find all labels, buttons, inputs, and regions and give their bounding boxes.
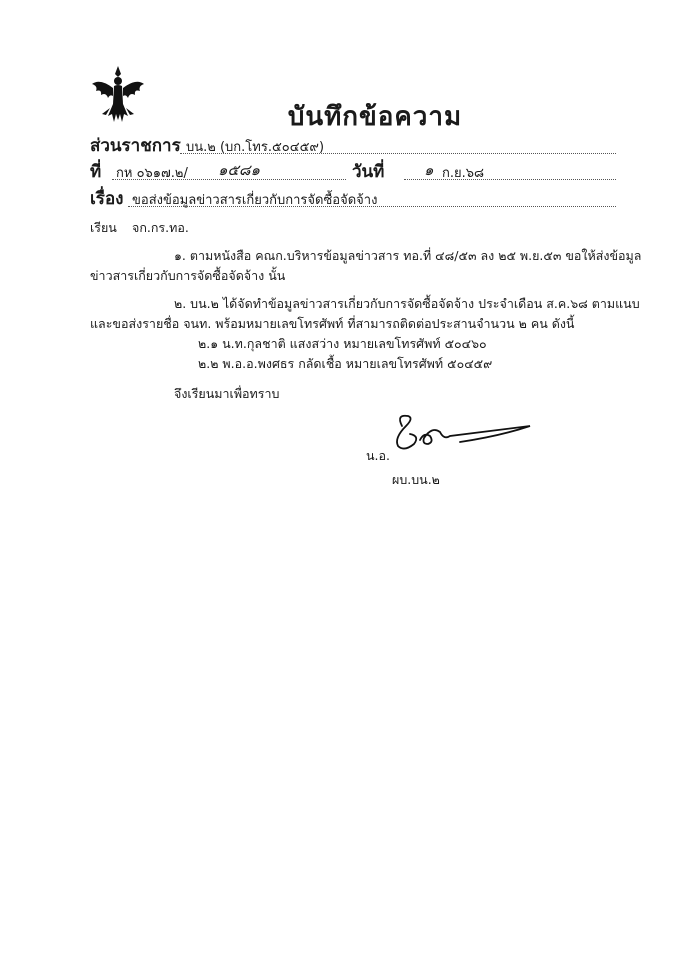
para1-line2: ข่าวสารเกี่ยวกับการจัดซื้อจัดจ้าง นั้น — [90, 268, 286, 283]
closing-text: จึงเรียนมาเพื่อทราบ — [174, 386, 280, 401]
subject-dotted-line — [128, 206, 616, 207]
ref-number-handwritten: ๑๕๘๑ — [218, 161, 260, 179]
handwritten-signature — [380, 412, 540, 454]
salutation-value: จก.กร.ทอ. — [132, 220, 189, 235]
agency-label: ส่วนราชการ — [90, 136, 181, 156]
signer-rank: น.อ. — [366, 448, 390, 463]
contact-line-2: ๒.๒ พ.อ.อ.พงศธร กลัดเชื้อ หมายเลขโทรศัพท์ ๕๐๔๕๙ — [198, 356, 493, 371]
date-month-year: ก.ย.๖๘ — [442, 166, 485, 181]
salutation-label: เรียน — [90, 220, 117, 235]
subject-label: เรื่อง — [90, 189, 124, 209]
signer-position: ผบ.บน.๒ — [392, 472, 440, 487]
contact-line-1: ๒.๑ น.ท.กุลชาติ แสงสว่าง หมายเลขโทรศัพท์ ๕๐๔๖๐ — [198, 336, 487, 351]
agency-dotted-line — [180, 153, 616, 154]
subject-value: ขอส่งข้อมูลข่าวสารเกี่ยวกับการจัดซื้อจัดจ้าง — [132, 193, 378, 208]
date-dotted-line — [404, 179, 616, 180]
ref-prefix: กห ๐๖๑๗.๒/ — [116, 166, 188, 181]
ref-dotted-line — [112, 179, 346, 180]
memo-title: บันทึกข้อความ — [287, 102, 463, 132]
para2-line1: ๒. บน.๒ ได้จัดทำข้อมูลข่าวสารเกี่ยวกับการจัดซื้อจัดจ้าง ประจำเดือน ส.ค.๖๘ ตามแนบ — [174, 296, 640, 311]
date-day-handwritten: ๑ — [424, 161, 434, 179]
ref-label: ที่ — [90, 162, 102, 182]
para1-line1: ๑. ตามหนังสือ คณก.บริหารข้อมูลข่าวสาร ทอ.ที่ ๔๘/๕๓ ลง ๒๕ พ.ย.๕๓ ขอให้ส่งข้อมูล — [174, 248, 642, 263]
para2-line2: และขอส่งรายชื่อ จนท. พร้อมหมายเลขโทรศัพท์ ที่สามารถติดต่อประสานจำนวน ๒ คน ดังนี้ — [90, 316, 575, 331]
date-label: วันที่ — [352, 162, 385, 182]
agency-value: บน.๒ (บก.โทร.๕๐๔๕๙) — [186, 140, 325, 155]
